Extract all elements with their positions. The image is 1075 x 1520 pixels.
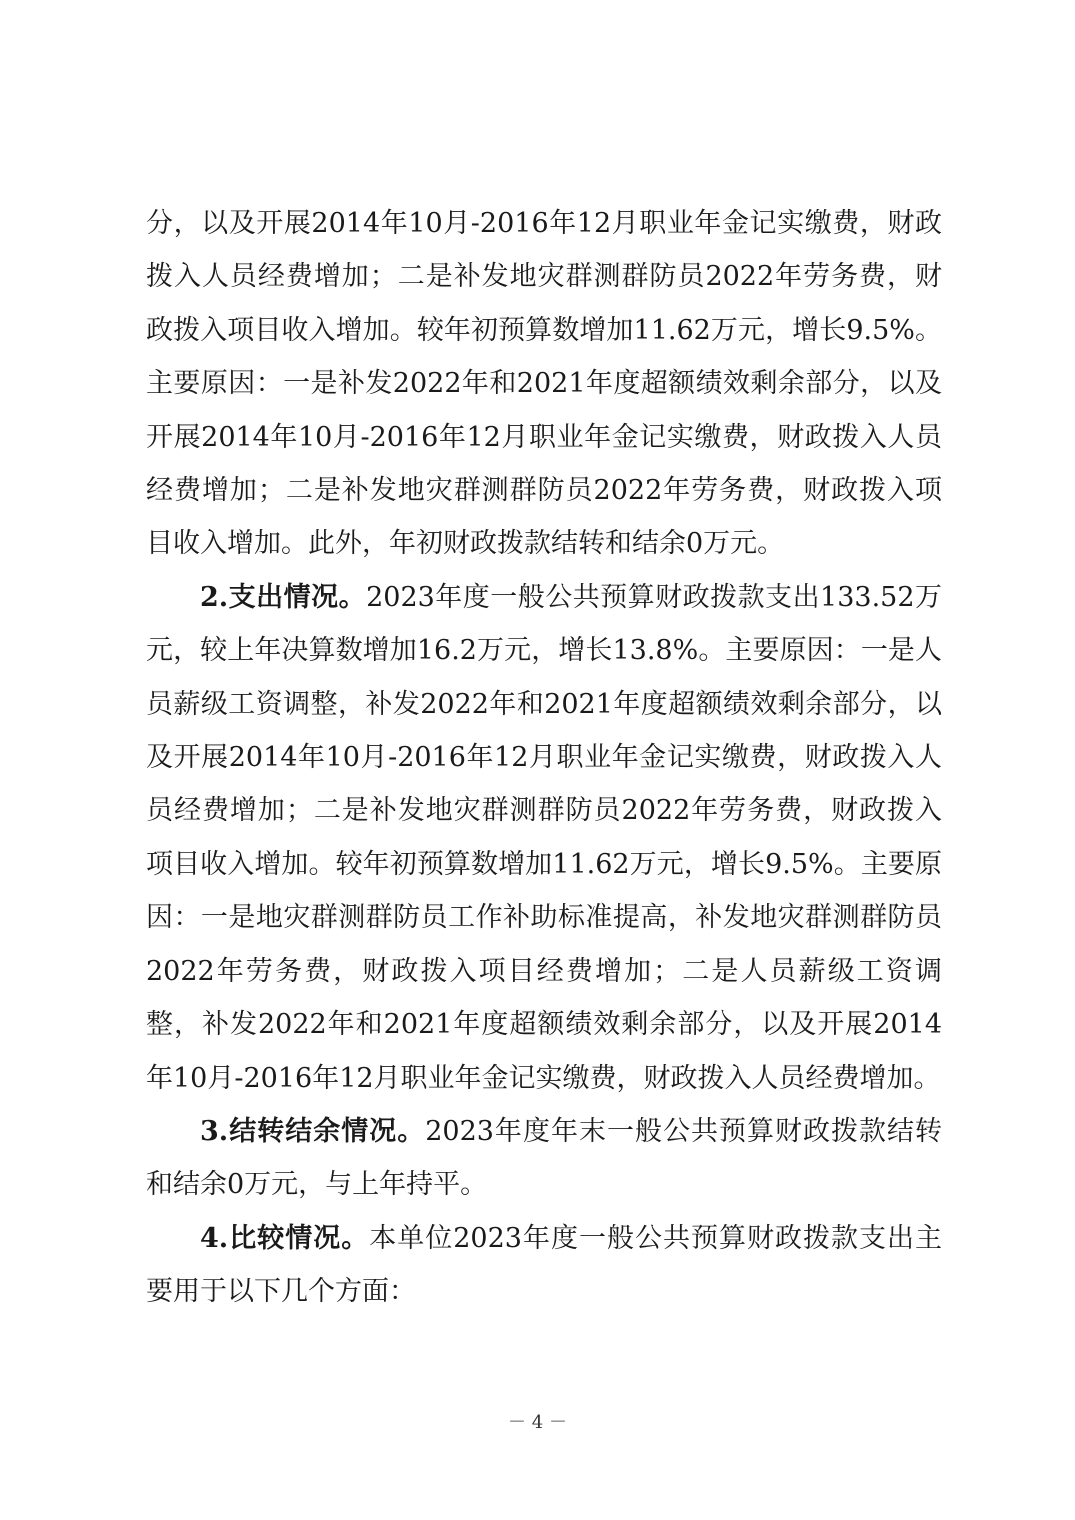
paragraph-income-continued	[146, 197, 942, 571]
paragraph-text: 2023年度一般公共预算财政拨款支出133.52万元，较上年决算数增加16.2万元，增长13.8%。主要原因：一是人员薪级工资调整，补发2022年和2021年度超额绩效剩余部分，以及开展2014年10月-2016年12月职业年金记实缴费，财政拨入人员经费增加；二是补发地灾群测群防员2022年劳务费，财政拨入项目收入增加。较年初预算数增加11.62万元，增长9.5%。主要原因：一是地灾群测群防员工作补助标准提高，补发地灾群测群防员2022年劳务费，财政拨入项目经费增加；二是人员薪级工资调整，补发2022年和2021年度超额绩效剩余部分，以及开展2014年10月-2016年12月职业年金记实缴费，财政拨入人员经费增加。	[146, 581, 943, 1094]
paragraph-expenditure	[146, 571, 942, 1105]
document-body	[146, 197, 942, 1319]
paragraph-text: 分，以及开展2014年10月-2016年12月职业年金记实缴费，财政拨入人员经费增加；二是补发地灾群测群防员2022年劳务费，财政拨入项目收入增加。较年初预算数增加11.62万元，增长9.5%。主要原因：一是补发2022年和2021年度超额绩效剩余部分，以及开展2014年10月-2016年12月职业年金记实缴费，财政拨入人员经费增加；二是补发地灾群测群防员2022年劳务费，财政拨入项目收入增加。此外，年初财政拨款结转和结余0万元。	[146, 208, 942, 560]
page-number: － 4 －	[508, 1412, 567, 1433]
paragraph-text: 2023年度年末一般公共预算财政拨款结转和结余0万元，与上年持平。	[146, 1115, 942, 1201]
section-heading-comparison: 4.比较情况。	[200, 1222, 370, 1254]
paragraph-carryover	[146, 1105, 942, 1212]
section-heading-expenditure: 2.支出情况。	[200, 581, 367, 613]
paragraph-comparison	[146, 1212, 942, 1319]
section-heading-carryover: 3.结转结余情况。	[200, 1115, 426, 1147]
paragraph-text: 本单位2023年度一般公共预算财政拨款支出主要用于以下几个方面：	[146, 1222, 943, 1308]
